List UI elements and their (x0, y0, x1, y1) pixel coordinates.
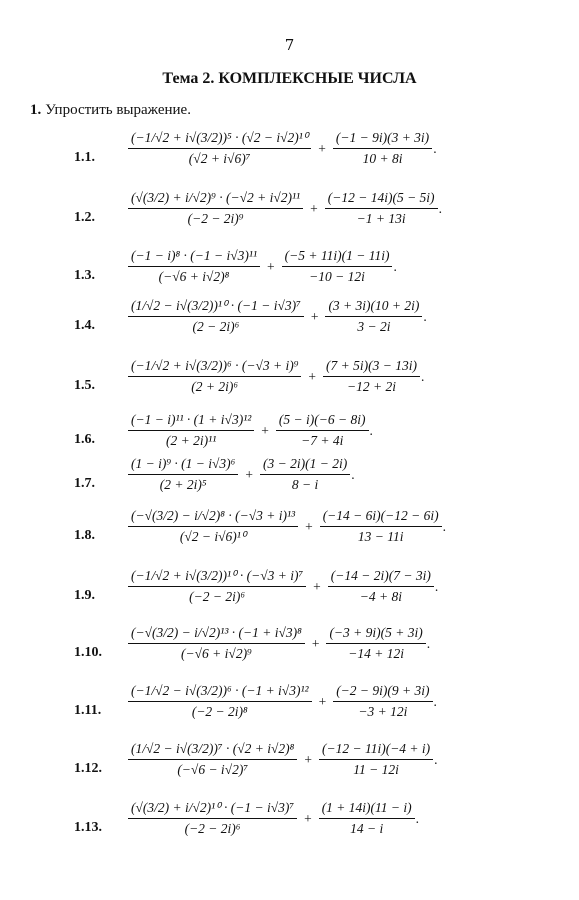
denominator: (√2 + i√6)⁷ (188, 151, 251, 166)
period: . (421, 368, 425, 384)
operator-plus: + (261, 422, 269, 438)
fraction-first (128, 190, 303, 227)
problem-item (0, 625, 579, 685)
fraction-second (326, 625, 425, 662)
problem-item (0, 741, 579, 801)
problem-number: 1.5. (74, 378, 95, 393)
problem-expression (128, 508, 446, 545)
period: . (433, 693, 437, 709)
problem-item (0, 298, 579, 358)
problem-number: 1.3. (74, 268, 95, 283)
denominator: (−2 − 2i)⁶ (189, 589, 246, 604)
operator-plus: + (310, 308, 319, 324)
fraction-second (333, 130, 432, 167)
denominator: 13 − 11i (357, 529, 404, 544)
fraction-second (333, 683, 432, 720)
operator-plus: + (305, 518, 313, 534)
denominator: (−√6 + i√2)⁸ (158, 269, 230, 284)
numerator: (−√(3/2) − i/√2)¹³ · (−1 + i√3)⁸ (128, 625, 305, 644)
numerator: (−2 − 9i)(9 + 3i) (333, 683, 432, 702)
operator-plus: + (267, 258, 275, 274)
period: . (426, 635, 431, 651)
problem-number: 1.9. (74, 588, 95, 603)
problem-number: 1.2. (74, 210, 95, 225)
problem-item (0, 568, 579, 628)
problem-expression (128, 298, 427, 335)
numerator: (5 − i)(−6 − 8i) (276, 412, 369, 431)
fraction-first (128, 683, 312, 720)
problem-number: 1.7. (74, 476, 95, 491)
denominator: (−2 − 2i)⁸ (191, 704, 248, 719)
denominator: 3 − 2i (357, 319, 391, 334)
operator-plus: + (304, 810, 312, 826)
task-heading (30, 102, 191, 119)
numerator: (1/√2 − i√(3/2))¹⁰ · (−1 − i√3)⁷ (128, 298, 304, 317)
fraction-second (319, 741, 433, 778)
numerator: (−1/√2 + i√(3/2))¹⁰ · (−√3 + i)⁷ (128, 568, 306, 587)
fraction-first (128, 412, 254, 449)
topic-title: Тема 2. КОМПЛЕКСНЫЕ ЧИСЛА (162, 70, 417, 87)
problem-item (0, 508, 579, 568)
numerator: (−1 − i)¹¹ · (1 + i√3)¹² (128, 412, 254, 431)
problem-item (0, 130, 579, 190)
numerator: (−3 + 9i)(5 + 3i) (326, 625, 425, 644)
fraction-first (128, 130, 311, 167)
numerator: (7 + 5i)(3 − 13i) (323, 358, 420, 377)
period: . (434, 578, 439, 594)
numerator: (−14 − 6i)(−12 − 6i) (320, 508, 442, 527)
task-number: 1. (30, 102, 42, 118)
task-text: Упростить выражение. (45, 102, 191, 118)
operator-plus: + (318, 140, 326, 156)
problem-expression (128, 625, 430, 662)
period: . (393, 258, 397, 274)
operator-plus: + (245, 466, 253, 482)
denominator: 8 − i (291, 477, 319, 492)
denominator: −10 − 12i (309, 269, 365, 284)
fraction-second (282, 248, 393, 285)
numerator: (−1/√2 + i√(3/2))⁶ · (−√3 + i)⁹ (128, 358, 301, 377)
denominator: (√2 − i√6)¹⁰ (179, 529, 247, 544)
problem-item (0, 190, 579, 250)
problem-number: 1.10. (74, 645, 102, 660)
period: . (434, 751, 438, 767)
numerator: (3 + 3i)(10 + 2i) (325, 298, 422, 317)
operator-plus: + (313, 578, 321, 594)
numerator: (√(3/2) + i/√2)¹⁰ · (−1 − i√3)⁷ (128, 800, 297, 819)
fraction-first (128, 456, 238, 493)
fraction-second (260, 456, 350, 493)
problem-number: 1.6. (74, 432, 95, 447)
denominator: −1 + 13i (356, 211, 406, 226)
problem-expression (128, 190, 442, 227)
numerator: (−1/√2 − i√(3/2))⁶ · (−1 + i√3)¹² (128, 683, 312, 702)
denominator: (2 + 2i)¹¹ (166, 433, 217, 448)
fraction-first (128, 358, 301, 395)
operator-plus: + (304, 751, 312, 767)
page-number: 7 (284, 36, 295, 54)
numerator: (−5 + 11i)(1 − 11i) (282, 248, 393, 267)
problem-expression (128, 248, 397, 285)
fraction-second (276, 412, 369, 449)
fraction-first (128, 248, 260, 285)
period: . (433, 140, 437, 156)
fraction-second (323, 358, 420, 395)
denominator: 11 − 12i (353, 762, 399, 777)
numerator: (−12 − 11i)(−4 + i) (319, 741, 433, 760)
numerator: (1 − i)⁹ · (1 − i√3)⁶ (128, 456, 238, 475)
denominator: (2 + 2i)⁵ (159, 477, 207, 492)
period: . (442, 518, 446, 534)
numerator: (−1 − i)⁸ · (−1 − i√3)¹¹ (128, 248, 260, 267)
operator-plus: + (318, 693, 327, 709)
problem-expression (128, 130, 437, 167)
problem-expression (128, 741, 438, 778)
period: . (369, 422, 373, 438)
denominator: −14 + 12i (348, 646, 404, 661)
fraction-first (128, 508, 298, 545)
problem-number: 1.1. (74, 150, 95, 165)
operator-plus: + (310, 200, 318, 216)
period: . (415, 810, 420, 826)
fraction-second (328, 568, 434, 605)
fraction-second (319, 800, 415, 837)
problem-item (0, 456, 579, 516)
denominator: −12 + 2i (347, 379, 396, 394)
fraction-first (128, 625, 305, 662)
operator-plus: + (308, 368, 317, 384)
denominator: (−2 − 2i)⁹ (187, 211, 244, 226)
period: . (351, 466, 355, 482)
numerator: (3 − 2i)(1 − 2i) (260, 456, 350, 475)
problem-item (0, 358, 579, 418)
numerator: (−1 − 9i)(3 + 3i) (333, 130, 432, 149)
numerator: (−12 − 14i)(5 − 5i) (325, 190, 438, 209)
period: . (438, 200, 442, 216)
denominator: 14 − i (350, 821, 384, 836)
denominator: (−√6 − i√2)⁷ (177, 762, 249, 777)
problem-expression (128, 683, 437, 720)
fraction-first (128, 741, 297, 778)
operator-plus: + (311, 635, 320, 651)
numerator: (1 + 14i)(11 − i) (319, 800, 415, 819)
denominator: (−2 − 2i)⁶ (184, 821, 241, 836)
problem-expression (128, 358, 424, 395)
numerator: (−14 − 2i)(7 − 3i) (328, 568, 434, 587)
denominator: −4 + 8i (359, 589, 402, 604)
problem-number: 1.13. (74, 820, 102, 835)
problem-number: 1.8. (74, 528, 95, 543)
fraction-second (325, 298, 422, 335)
problem-expression (128, 568, 438, 605)
problem-expression (128, 456, 355, 493)
problem-number: 1.11. (74, 703, 102, 718)
denominator: 10 + 8i (362, 151, 403, 166)
denominator: (−√6 + i√2)⁹ (181, 646, 252, 661)
fraction-first (128, 800, 297, 837)
denominator: −7 + 4i (301, 433, 344, 448)
fraction-first (128, 298, 304, 335)
numerator: (√(3/2) + i/√2)⁹ · (−√2 + i√2)¹¹ (128, 190, 303, 209)
fraction-second (325, 190, 438, 227)
fraction-first (128, 568, 306, 605)
problem-number: 1.4. (74, 318, 95, 333)
numerator: (1/√2 − i√(3/2))⁷ · (√2 + i√2)⁸ (128, 741, 297, 760)
numerator: (−1/√2 + i√(3/2))⁵ · (√2 − i√2)¹⁰ (128, 130, 311, 149)
problem-item (0, 683, 579, 743)
problem-expression (128, 800, 419, 837)
denominator: (2 + 2i)⁶ (191, 379, 239, 394)
fraction-second (320, 508, 442, 545)
problem-item (0, 800, 579, 860)
problem-number: 1.12. (74, 761, 102, 776)
period: . (423, 308, 427, 324)
problem-expression (128, 412, 373, 449)
numerator: (−√(3/2) − i/√2)⁸ · (−√3 + i)¹³ (128, 508, 298, 527)
denominator: −3 + 12i (358, 704, 408, 719)
denominator: (2 − 2i)⁶ (192, 319, 240, 334)
